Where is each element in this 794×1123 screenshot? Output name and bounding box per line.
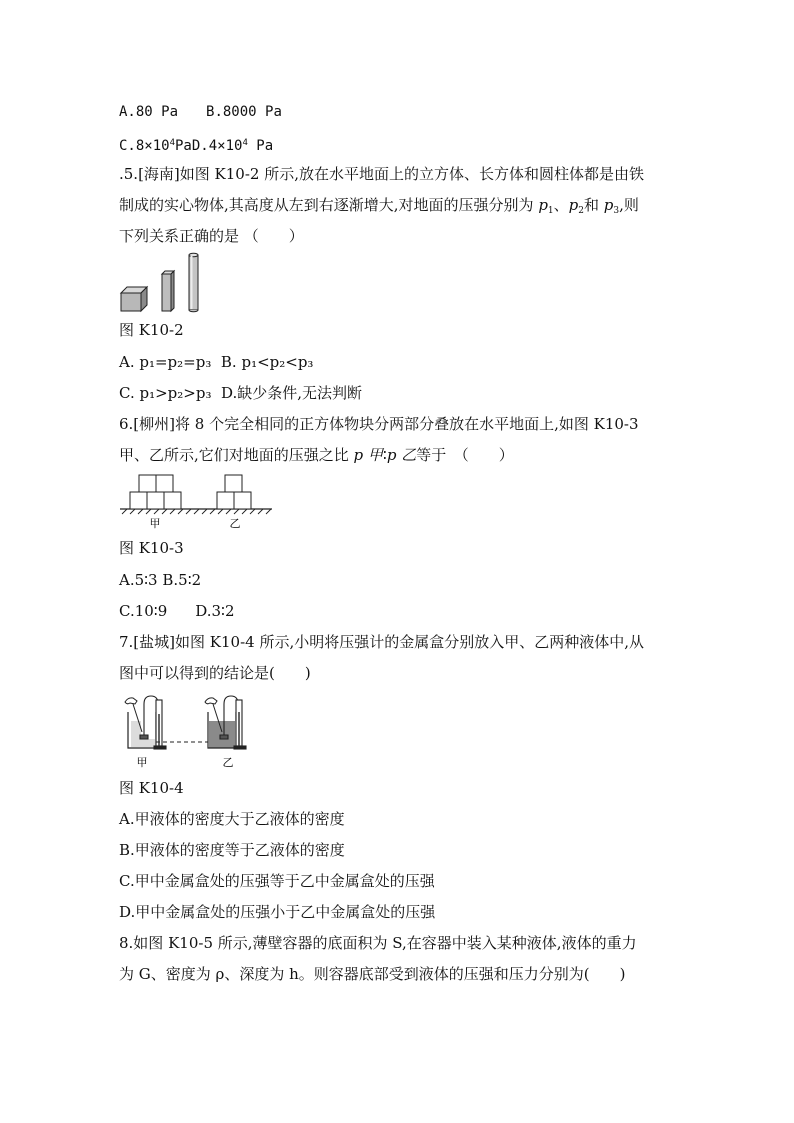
q7-stem-line2: 图中可以得到的结论是( ) bbox=[119, 664, 311, 682]
q5-option-a: A. p₁=p₂=p₃ bbox=[119, 353, 212, 371]
q4-options-cd bbox=[119, 133, 273, 156]
q5-options-cd bbox=[119, 383, 362, 403]
q6-figure-caption: 图 K10-3 bbox=[119, 539, 184, 557]
q4-option-d: $D.4\times 10^4$ Pa bbox=[191, 138, 274, 154]
figure-k10-2 bbox=[118, 252, 208, 314]
label-yi: 乙 bbox=[229, 517, 241, 530]
q4-option-b: B.8000 Pa bbox=[206, 104, 282, 120]
label-yi: 乙 bbox=[222, 756, 234, 769]
q5-option-d: D.缺少条件,无法判断 bbox=[221, 384, 363, 402]
figure-k10-3 bbox=[118, 468, 278, 532]
q4-option-c: $C.8\times 10^4Pa$ bbox=[119, 138, 192, 154]
q5-option-c: C. p₁>p₂>p₃ bbox=[119, 384, 212, 402]
stack-yi-blocks bbox=[217, 475, 251, 509]
q7-option-a: A.甲液体的密度大于乙液体的密度 bbox=[119, 810, 345, 828]
q7-option-d: D.甲中金属盒处的压强小于乙中金属盒处的压强 bbox=[119, 903, 436, 921]
q4-option-a: A.80 Pa bbox=[119, 104, 179, 120]
q5-stem-line3: 下列关系正确的是 （ ） bbox=[119, 227, 304, 245]
q5-stem-line1: .5.[海南]如图 K10-2 所示,放在水平地面上的立方体、长方体和圆柱体都是由铁 bbox=[119, 165, 644, 183]
q8-stem-line2: 为 G、密度为 ρ、深度为 h。则容器底部受到液体的压强和压力分别为( ) bbox=[119, 965, 626, 983]
cube-shape bbox=[121, 287, 147, 311]
beaker-yi bbox=[208, 712, 236, 748]
q6-stem-line1: 6.[柳州]将 8 个完全相同的正方体物块分两部分叠放在水平地面上,如图 K10-3 bbox=[119, 415, 639, 433]
q7-stem-line1: 7.[盐城]如图 K10-4 所示,小明将压强计的金属盒分别放入甲、乙两种液体中,从 bbox=[119, 633, 644, 651]
q5-stem-line2: 制成的实心物体,其高度从左到右逐渐增大,对地面的压强分别为 $p_1$、$p_2$和 $p_3$,则 bbox=[119, 196, 639, 216]
stack-jia-blocks bbox=[130, 475, 181, 509]
q7-figure-caption: 图 K10-4 bbox=[119, 779, 184, 797]
label-jia: 甲 bbox=[149, 517, 161, 530]
q6-options-ab: A.5∶3 B.5∶2 bbox=[119, 571, 202, 589]
q6-options-cd bbox=[119, 601, 235, 621]
q6-option-c: C.10∶9 bbox=[119, 602, 168, 620]
q5-figure-caption: 图 K10-2 bbox=[119, 321, 184, 339]
figure-k10-4 bbox=[118, 690, 268, 772]
q7-option-b: B.甲液体的密度等于乙液体的密度 bbox=[119, 841, 345, 859]
q8-stem-line1: 8.如图 K10-5 所示,薄壁容器的底面积为 S,在容器中装入某种液体,液体的重力 bbox=[119, 934, 637, 952]
beaker-jia bbox=[128, 712, 156, 748]
cuboid-shape bbox=[162, 271, 174, 311]
q6-stem-line2: 甲、乙所示,它们对地面的压强之比 p 甲∶p 乙等于 （ ） bbox=[119, 446, 514, 464]
q6-option-d: D.3∶2 bbox=[195, 602, 235, 620]
q7-option-c: C.甲中金属盒处的压强等于乙中金属盒处的压强 bbox=[119, 872, 435, 890]
cylinder-shape bbox=[189, 253, 198, 312]
q4-options-ab bbox=[119, 102, 282, 122]
q5-options-ab bbox=[119, 352, 313, 372]
q5-option-b: B. p₁<p₂<p₃ bbox=[220, 353, 314, 371]
ground-line bbox=[120, 509, 272, 514]
label-jia: 甲 bbox=[136, 756, 148, 769]
